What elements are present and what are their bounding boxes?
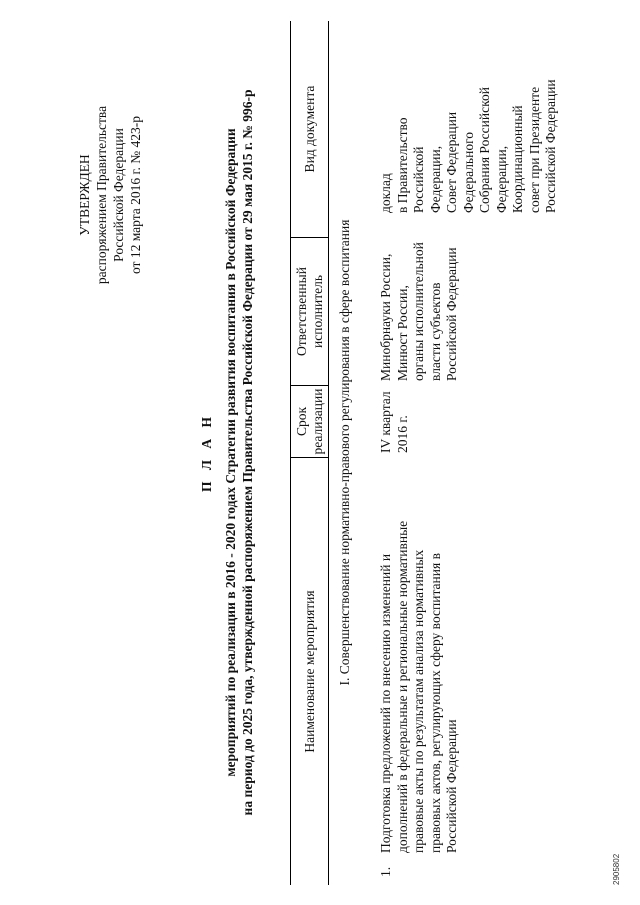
row-activity-name: Подготовка предложений по внесению изменений и дополнений в федеральные и региональные нормативные правовые акты по результатам анализа нормативных правовых актов, регулирующих сферу воспитания в Российской Федерации <box>378 520 459 853</box>
document-number: 2905802 <box>612 853 621 885</box>
document-title <box>198 0 256 905</box>
column-header-executor: Ответственный исполнитель <box>293 267 325 356</box>
approval-heading: УТВЕРЖДЕН <box>77 154 92 236</box>
title-line: мероприятий по реализации в 2016 - 2020 годах Стратегии развития воспитания в Российской Федерации <box>223 128 238 777</box>
approval-line: Российской Федерации <box>111 128 126 262</box>
approval-date-number: от 12 марта 2016 г. № 423-р <box>128 115 143 275</box>
row-executor: Минобрнауки России, Минюст России, органы исполнительной власти субъектов Российской Федерации <box>378 242 459 381</box>
table-header-bottom-border <box>328 21 329 885</box>
row-number: 1. <box>378 866 393 877</box>
approval-line: распоряжением Правительства <box>94 105 109 285</box>
approval-stamp <box>76 25 144 365</box>
plan-heading: П Л А Н <box>199 413 214 492</box>
title-line: на период до 2025 года, утвержденной распоряжением Правительства Российской Федерации от 29 мая 2015 г. № 996-р <box>240 89 255 816</box>
section-heading: I. Совершенствование нормативно-правового регулирования в сфере воспитания <box>337 219 352 686</box>
column-header-term: Срок реализации <box>293 388 325 455</box>
column-header-name: Наименование мероприятия <box>301 590 317 753</box>
row-term: IV квартал 2016 г. <box>378 391 410 453</box>
row-doc-type: доклад в Правительство Российской Федерации, Совет Федерации Федерального Собрания Российской Федерации, Координационный совет при Президенте Российской Федерации <box>378 79 558 213</box>
column-header-doc-type: Вид документа <box>301 85 317 173</box>
